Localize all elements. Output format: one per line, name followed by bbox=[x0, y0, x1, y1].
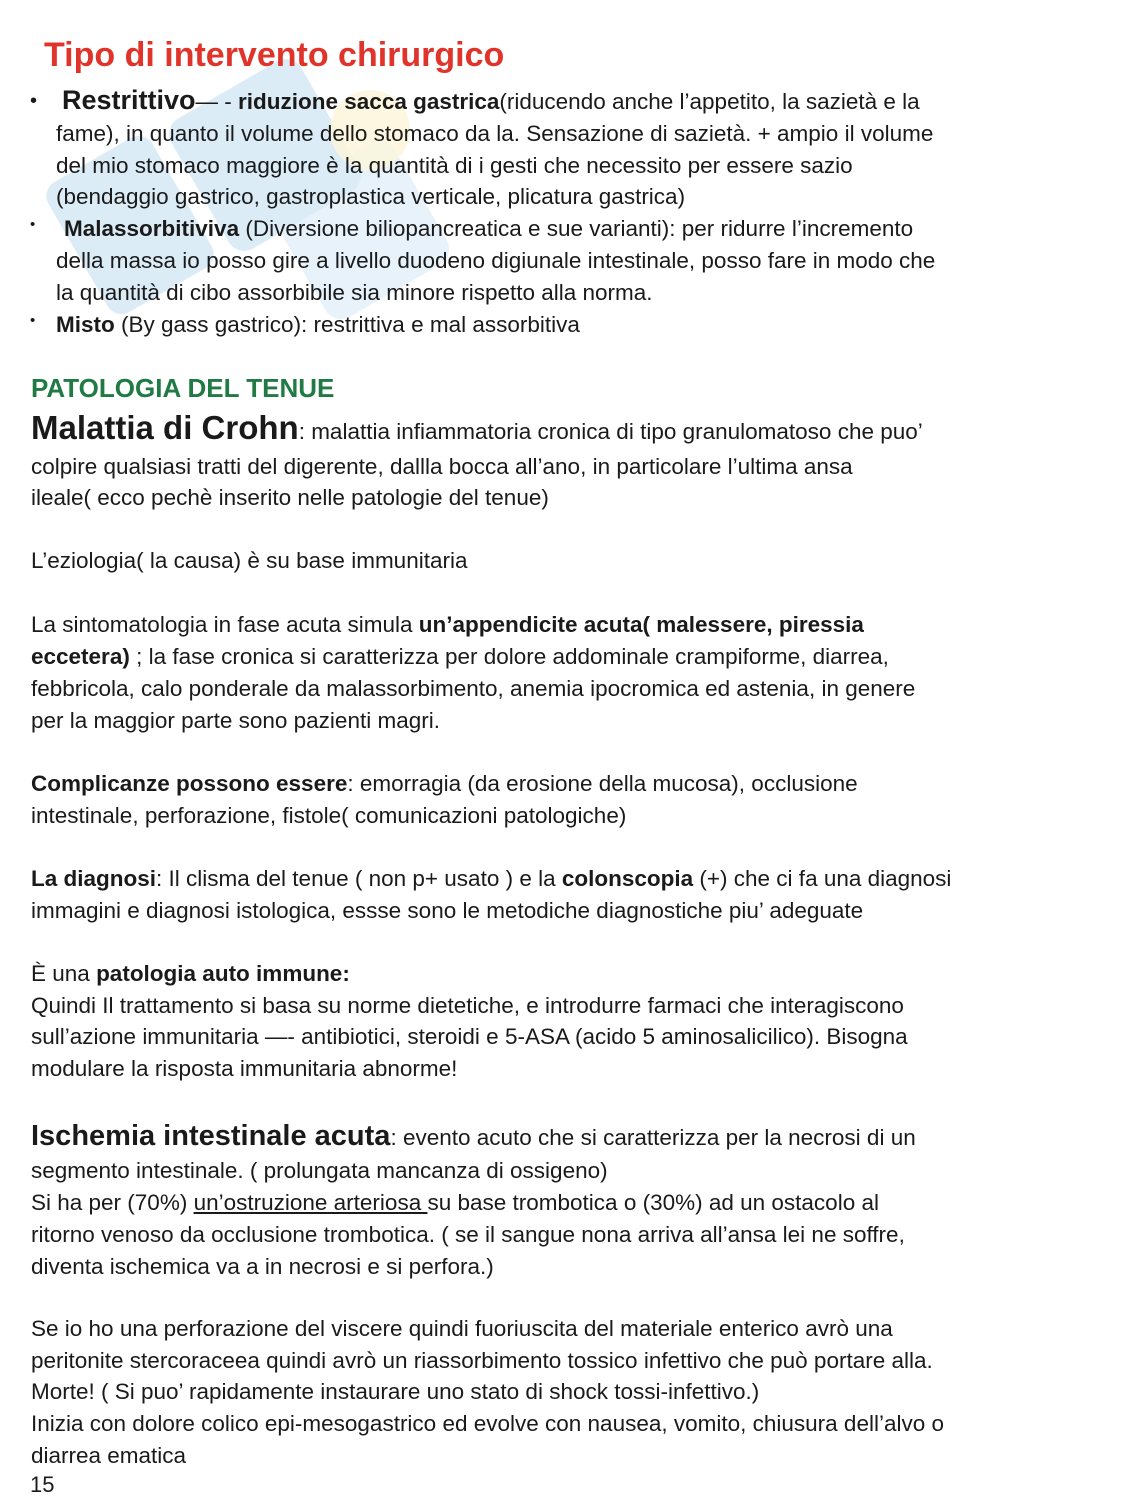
bullet-dot: • bbox=[30, 216, 36, 233]
text-span: : emorragia (da erosione della mucosa), occlusione bbox=[347, 771, 858, 796]
text-line: per la maggior parte sono pazienti magri. bbox=[31, 708, 440, 733]
crohn-heading-line bbox=[31, 409, 923, 448]
eziologia-line: L’eziologia( la causa) è su base immunitaria bbox=[31, 548, 468, 573]
crohn-title: Malattia di Crohn bbox=[31, 409, 299, 446]
section-title: PATOLOGIA DEL TENUE bbox=[31, 373, 335, 403]
text-line: segmento intestinale. ( prolungata mancanza di ossigeno) bbox=[31, 1158, 608, 1183]
sintomatologia-line bbox=[31, 609, 864, 641]
bullet-dot: • bbox=[30, 90, 38, 112]
text-line: intestinale, perforazione, fistole( comunicazioni patologiche) bbox=[31, 803, 627, 828]
text-line: Morte! ( Si puo’ rapidamente instaurare uno stato di shock tossi-infettivo.) bbox=[31, 1379, 760, 1404]
text-span: È una bbox=[31, 961, 97, 986]
text-line: Inizia con dolore colico epi-mesogastrico ed evolve con nausea, vomito, chiusura dell’alvo o bbox=[31, 1411, 944, 1436]
bold-term: eccetera) bbox=[31, 644, 130, 669]
text-span: : Il clisma del tenue ( non p+ usato ) e la bbox=[156, 866, 562, 891]
text-line: peritonite stercoraceea quindi avrò un riassorbimento tossico infettivo che può portare alla. bbox=[31, 1348, 933, 1373]
text-line: sull’azione immunitaria —- antibiotici, steroidi e 5-ASA (acido 5 aminosalicilico). Bisogna bbox=[31, 1024, 908, 1049]
text-span: su base trombotica o (30%) ad un ostacolo al bbox=[427, 1190, 879, 1215]
text-span: : malattia infiammatoria cronica di tipo granulomatoso che puo’ bbox=[298, 419, 923, 444]
text-line: della massa io posso gire a livello duodeno digiunale intestinale, posso fare in modo che bbox=[56, 248, 936, 273]
autoimmune-line bbox=[31, 958, 350, 990]
bullet-label: Restrittivo bbox=[62, 85, 196, 115]
text-span: (riducendo anche l’appetito, la sazietà e la bbox=[499, 89, 920, 114]
bold-term: Complicanze possono essere bbox=[31, 771, 348, 796]
text-span: Si ha per (70%) bbox=[31, 1190, 194, 1215]
text-line: fame), in quanto il volume dello stomaco da la. Sensazione di sazietà. + ampio il volume bbox=[56, 121, 934, 146]
bullet-malassorbitiva-line bbox=[64, 213, 913, 245]
bold-term: patologia auto immune: bbox=[96, 961, 350, 986]
text-line: diventa ischemica va a in necrosi e si perfora.) bbox=[31, 1254, 494, 1279]
bullet-restrittivo-line bbox=[62, 84, 920, 118]
bullet-misto-line bbox=[56, 309, 580, 341]
text-line: ileale( ecco pechè inserito nelle patologie del tenue) bbox=[31, 485, 549, 510]
bold-term: un’appendicite acuta( malessere, piressia bbox=[418, 612, 864, 637]
text-span: : evento acuto che si caratterizza per la necrosi di un bbox=[390, 1125, 916, 1150]
text-line: Quindi Il trattamento si basa su norme dietetiche, e introdurre farmaci che interagiscono bbox=[31, 993, 904, 1018]
ischemia-title: Ischemia intestinale acuta bbox=[31, 1120, 391, 1152]
text-line bbox=[31, 641, 889, 673]
text-line: colpire qualsiasi tratti del digerente, dallla bocca all’ano, in particolare l’ultima ansa bbox=[31, 454, 853, 479]
text-line: Se io ho una perforazione del viscere quindi fuoriuscita del materiale enterico avrò una bbox=[31, 1316, 893, 1341]
text-span: ; la fase cronica si caratterizza per dolore addominale crampiforme, diarrea, bbox=[129, 644, 889, 669]
underlined-term: un’ostruzione arteriosa bbox=[193, 1190, 428, 1215]
bold-term: riduzione sacca gastrica bbox=[238, 89, 500, 114]
text-span: (Diversione biliopancreatica e sue varianti): per ridurre l’incremento bbox=[239, 216, 914, 241]
page-title: Tipo di intervento chirurgico bbox=[44, 36, 505, 74]
complicanze-line bbox=[31, 768, 858, 800]
text-line: immagini e diagnosi istologica, essse sono le metodiche diagnostiche piu’ adeguate bbox=[31, 898, 864, 923]
page-number: 15 bbox=[30, 1472, 55, 1497]
ischemia-heading-line bbox=[31, 1120, 916, 1154]
text-line: la quantità di cibo assorbibile sia minore rispetto alla norma. bbox=[56, 280, 653, 305]
bold-term: La diagnosi bbox=[31, 866, 157, 891]
text-line: del mio stomaco maggiore è la quantità di i gesti che necessito per essere sazio bbox=[56, 153, 853, 178]
text-span: (+) che ci fa una diagnosi bbox=[693, 866, 952, 891]
diagnosi-line bbox=[31, 863, 951, 895]
text-line: modulare la risposta immunitaria abnorme! bbox=[31, 1056, 458, 1081]
text-span: La sintomatologia in fase acuta simula bbox=[31, 612, 419, 637]
text-line: diarrea ematica bbox=[31, 1443, 187, 1468]
text-line: (bendaggio gastrico, gastroplastica verticale, plicatura gastrica) bbox=[56, 184, 686, 209]
text-line: febbricola, calo ponderale da malassorbimento, anemia ipocromica ed astenia, in genere bbox=[31, 676, 916, 701]
bold-term: colonscopia bbox=[561, 866, 694, 891]
text-line bbox=[31, 1187, 879, 1219]
text-line: ritorno venoso da occlusione trombotica. ( se il sangue nona arriva all’ansa lei ne soffre, bbox=[31, 1222, 905, 1247]
bullet-label: Malassorbitiviva bbox=[64, 216, 240, 241]
bullet-dot: • bbox=[30, 312, 36, 329]
bullet-label: Misto bbox=[56, 312, 115, 337]
text-span: (By gass gastrico): restrittiva e mal assorbitiva bbox=[114, 312, 580, 337]
dash: — - bbox=[195, 89, 239, 114]
